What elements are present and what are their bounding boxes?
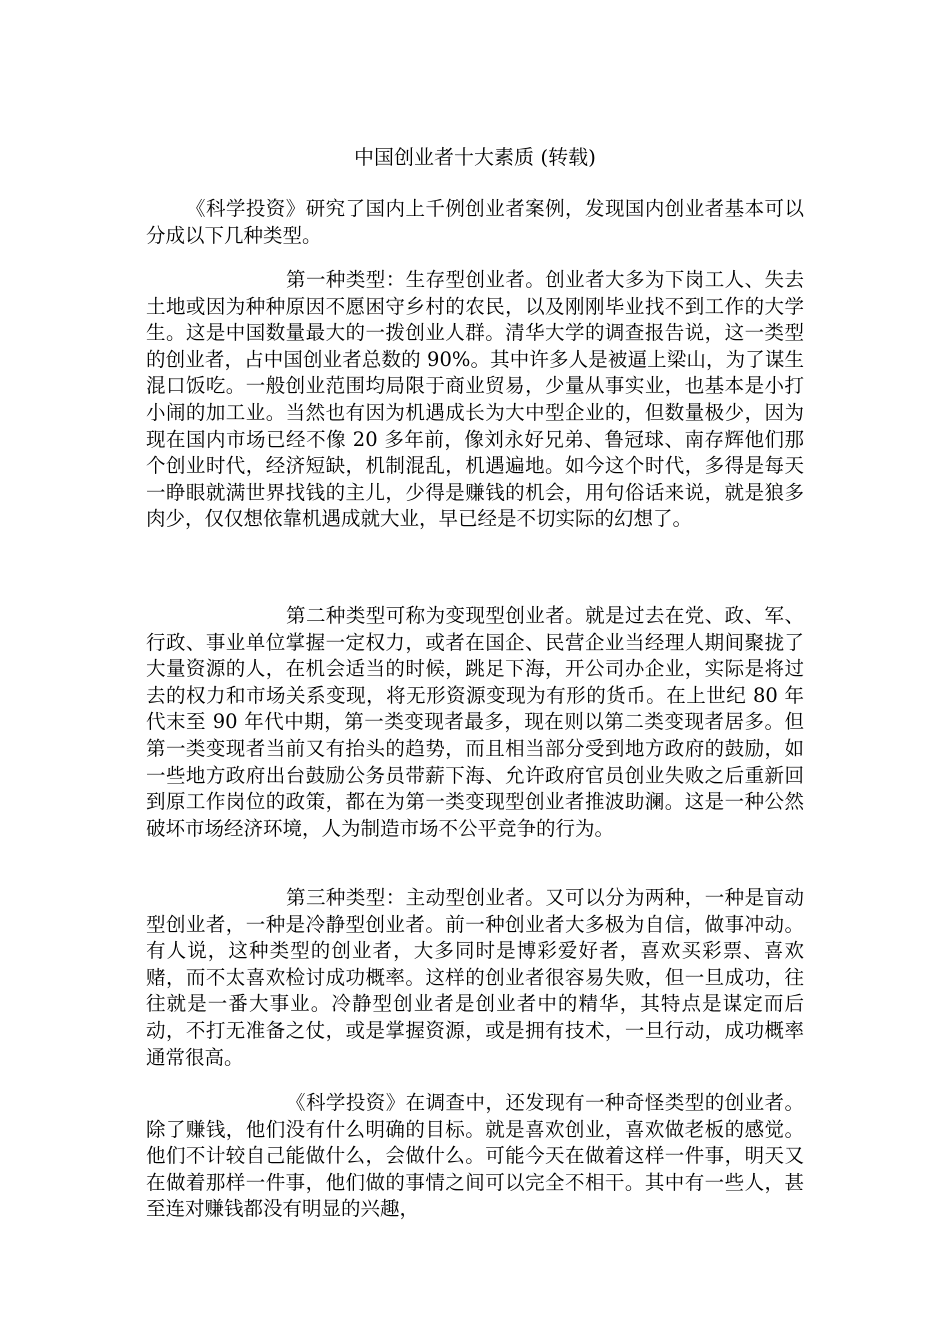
document-title: 中国创业者十大素质 (转载)	[354, 145, 596, 169]
paragraph-type-survival: 第一种类型：生存型创业者。创业者大多为下岗工人、失去土地或因为种种原因不愿困守乡村的农民，以及刚刚毕业找不到工作的大学生。这是中国数量最大的一拨创业人群。清华大学的调查报告说，这一类型的创业者，占中国创业者总数的 90%。其中许多人是被逼上梁山，为了谋生混口饭吃。一般创业范围均局限于商业贸易，少量从事实业，也基本是小打小闹的加工业。当然也有因为机遇成长为大中型企业的，但数量极少，因为现在国内市场已经不像 20 多年前，像刘永好兄弟、鲁冠球、南存辉他们那个创业时代，经济短缺，机制混乱，机遇遍地。如今这个时代，多得是每天一睁眼就满世界找钱的主儿，少得是赚钱的机会，用句俗话来说，就是狼多肉少，仅仅想依靠机遇成就大业，早已经是不切实际的幻想了。	[146, 268, 804, 531]
paragraph-type-conversion: 第二种类型可称为变现型创业者。就是过去在党、政、军、行政、事业单位掌握一定权力，或者在国企、民营企业当经理人期间聚拢了大量资源的人，在机会适当的时候，跳足下海，开公司办企业，实际是将过去的权力和市场关系变现，将无形资源变现为有形的货币。在上世纪 80 年代末至 90 年代中期，第一类变现者最多，现在则以第二类变现者居多。但第一类变现者当前又有抬头的趋势，而且相当部分受到地方政府的鼓励，如一些地方政府出台鼓励公务员带薪下海、允许政府官员创业失败之后重新回到原工作岗位的政策，都在为第一类变现型创业者推波助澜。这是一种公然破坏市场经济环境，人为制造市场不公平竞争的行为。	[146, 604, 804, 840]
paragraph-odd-type: 《科学投资》在调查中，还发现有一种奇怪类型的创业者。除了赚钱，他们没有什么明确的目标。就是喜欢创业，喜欢做老板的感觉。他们不计较自己能做什么，会做什么。可能今天在做着这样一件事，明天又在做着那样一件事，他们做的事情之间可以完全不相干。其中有一些人，甚至连对赚钱都没有明显的兴趣，	[146, 1091, 804, 1221]
paragraph-type-proactive: 第三种类型：主动型创业者。又可以分为两种，一种是盲动型创业者，一种是冷静型创业者。前一种创业者大多极为自信，做事冲动。有人说，这种类型的创业者，大多同时是博彩爱好者，喜欢买彩票、喜欢赌，而不太喜欢检讨成功概率。这样的创业者很容易失败，但一旦成功，往往就是一番大事业。冷静型创业者是创业者中的精华，其特点是谋定而后动，不打无准备之仗，或是掌握资源，或是拥有技术，一旦行动，成功概率通常很高。	[146, 886, 804, 1069]
paragraph-intro: 《科学投资》研究了国内上千例创业者案例，发现国内创业者基本可以分成以下几种类型。	[146, 197, 804, 247]
